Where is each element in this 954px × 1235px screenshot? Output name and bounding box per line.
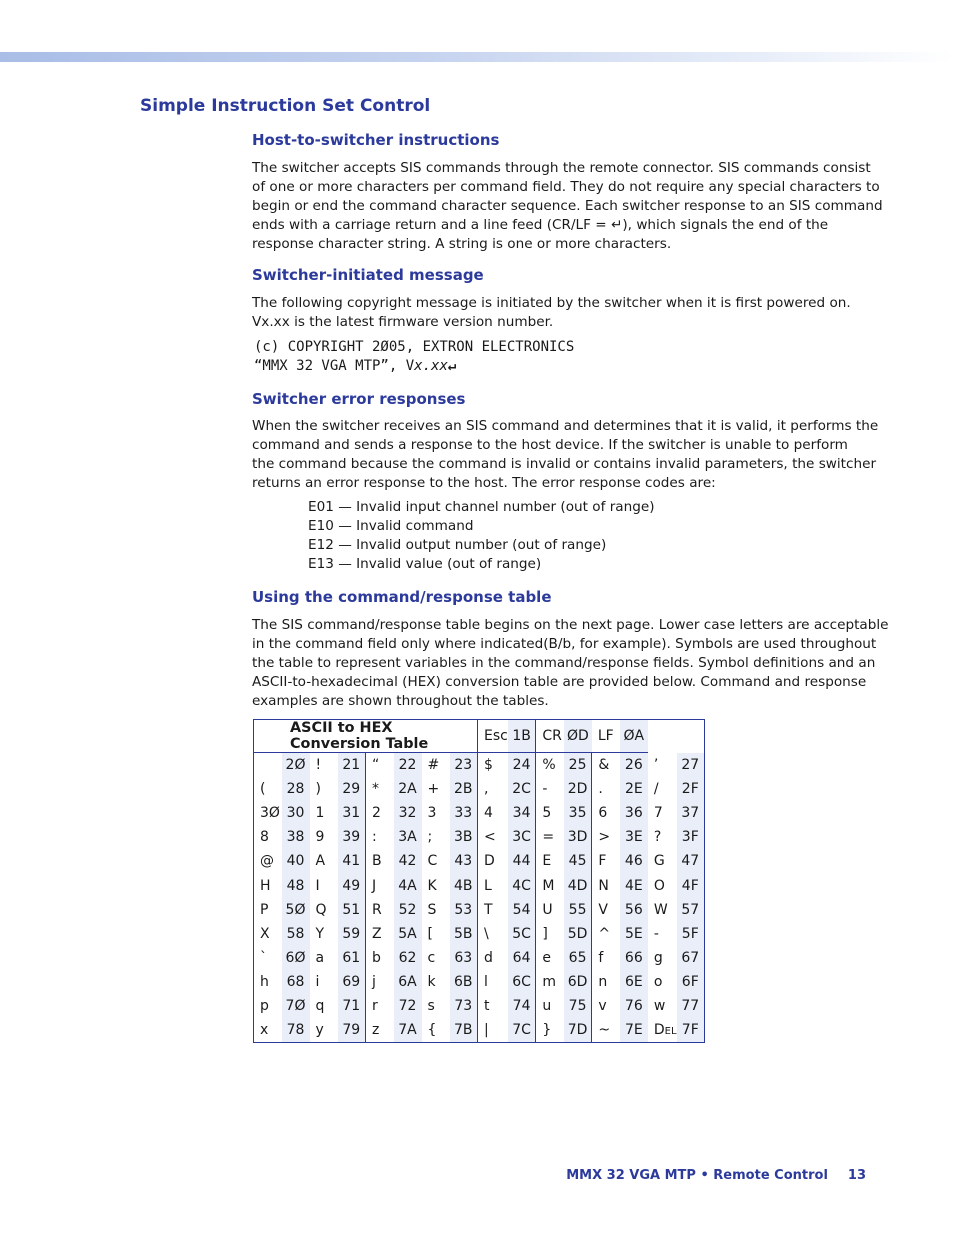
table-cell-hex: 7E bbox=[620, 1019, 648, 1043]
table-cell-char: , bbox=[484, 780, 489, 797]
table-cell-hex: 72 bbox=[394, 994, 422, 1018]
paragraph-host-to-switcher bbox=[252, 159, 883, 254]
paragraph-error-responses bbox=[252, 417, 879, 493]
table-cell-hex: 5B bbox=[450, 922, 478, 946]
copyright-message-code bbox=[254, 338, 574, 376]
section-heading-host-to-switcher: Host-to-switcher instructions bbox=[252, 131, 500, 149]
table-cell-char: D bbox=[484, 853, 495, 870]
table-cell-char: ~ bbox=[598, 1022, 611, 1039]
table-cell-hex: 4A bbox=[394, 873, 422, 897]
table-cell-hex: 74 bbox=[508, 994, 536, 1018]
table-row bbox=[254, 994, 705, 1018]
table-cell-hex: 4C bbox=[508, 873, 536, 897]
table-cell-hex: 2C bbox=[508, 777, 536, 801]
table-cell-char: 5 bbox=[542, 804, 552, 821]
table-cell-char: Y bbox=[315, 925, 325, 942]
table-cell-hex: 79 bbox=[338, 1019, 366, 1043]
table-cell-hex: 2E bbox=[620, 777, 648, 801]
table-cell-hex: 31 bbox=[338, 801, 366, 825]
table-cell-char: Q bbox=[315, 901, 327, 918]
table-cell-hex: 4D bbox=[564, 873, 592, 897]
table-cell-hex: 38 bbox=[282, 825, 310, 849]
table-cell-char: H bbox=[260, 877, 271, 894]
paragraph-line: of one or more characters per command field. They do not require any special characters to bbox=[252, 178, 880, 195]
paragraph-line: ends with a carriage return and a line feed (CR/LF = ↵), which signals the end of the bbox=[252, 216, 829, 233]
table-cell-char: ` bbox=[260, 950, 267, 967]
table-cell-char: . bbox=[598, 780, 603, 797]
table-cell-char: } bbox=[542, 1022, 552, 1039]
page-title: Simple Instruction Set Control bbox=[140, 96, 431, 116]
table-cell-char: g bbox=[653, 950, 663, 967]
table-cell-char: 1 bbox=[315, 804, 325, 821]
table-cell-hex: 28 bbox=[282, 777, 310, 801]
paragraph-line: ASCII-to-hexadecimal (HEX) conversion table are provided below. Command and response bbox=[252, 673, 867, 690]
table-row bbox=[254, 873, 705, 897]
table-cell-hex: 33 bbox=[450, 801, 478, 825]
table-cell-hex: 3E bbox=[620, 825, 648, 849]
table-cell-char: ; bbox=[427, 829, 433, 846]
table-cell-hex: 6A bbox=[394, 970, 422, 994]
paragraph-line: The switcher accepts SIS commands through the remote connector. SIS commands consist bbox=[252, 160, 871, 176]
table-cell-hex: 63 bbox=[450, 946, 478, 970]
page-number: 13 bbox=[847, 1168, 866, 1183]
table-cell-char: 4 bbox=[484, 804, 493, 821]
footer-title: MMX 32 VGA MTP • Remote Control bbox=[566, 1168, 828, 1183]
table-cell-hex: 76 bbox=[620, 994, 648, 1018]
table-cell-char: \ bbox=[484, 925, 489, 942]
table-cell-char: & bbox=[598, 756, 610, 773]
table-cell-hex: 1B bbox=[508, 720, 536, 753]
error-code-item: E10 — Invalid command bbox=[308, 517, 474, 534]
table-cell-char: n bbox=[598, 974, 608, 991]
table-cell-char: h bbox=[260, 974, 269, 991]
table-cell-hex: 3B bbox=[450, 825, 478, 849]
table-row bbox=[254, 898, 705, 922]
table-cell-char: c bbox=[427, 950, 436, 967]
table-cell-char: ^ bbox=[598, 925, 611, 942]
table-cell-hex: 2B bbox=[450, 777, 478, 801]
table-cell-hex: 40 bbox=[282, 849, 310, 873]
table-cell-char: V bbox=[598, 901, 608, 918]
table-cell-hex: 56 bbox=[620, 898, 648, 922]
table-cell-char: - bbox=[542, 780, 548, 797]
table-cell-hex: 7Ø bbox=[282, 994, 310, 1018]
table-cell-char: u bbox=[542, 998, 552, 1015]
paragraph-line: returns an error response to the host. The error response codes are: bbox=[252, 474, 716, 491]
table-cell-hex: 43 bbox=[450, 849, 478, 873]
table-cell-char: ) bbox=[315, 780, 321, 797]
table-cell-char: / bbox=[653, 780, 659, 797]
table-cell-hex: ØA bbox=[620, 720, 648, 753]
error-code-item: E01 — Invalid input channel number (out of range) bbox=[308, 499, 655, 515]
table-row bbox=[254, 922, 705, 946]
code-line-model bbox=[254, 357, 574, 376]
table-cell-hex: 41 bbox=[338, 849, 366, 873]
table-cell-hex: 55 bbox=[564, 898, 592, 922]
table-cell-char: B bbox=[372, 853, 382, 870]
table-cell-hex: 49 bbox=[338, 873, 366, 897]
table-cell-hex: ØD bbox=[564, 720, 592, 753]
table-cell-hex: 5C bbox=[508, 922, 536, 946]
table-row bbox=[254, 777, 705, 801]
table-cell-char: < bbox=[484, 829, 496, 846]
table-cell-char: { bbox=[427, 1022, 437, 1039]
table-cell-hex: 23 bbox=[450, 753, 478, 777]
table-cell-hex: 4F bbox=[677, 873, 705, 897]
table-cell-char: x bbox=[260, 1022, 269, 1039]
table-cell-char: E bbox=[542, 853, 552, 870]
page-footer bbox=[566, 1168, 866, 1183]
table-cell-hex: 54 bbox=[508, 898, 536, 922]
table-cell-char: ( bbox=[260, 780, 266, 797]
table-title: ASCII to HEX Conversion Table bbox=[254, 720, 478, 753]
table-cell-char: P bbox=[260, 901, 269, 918]
header-gradient-bar bbox=[0, 52, 954, 62]
table-cell-hex: 77 bbox=[677, 994, 705, 1018]
table-cell-char: f bbox=[598, 950, 604, 967]
table-cell-char: J bbox=[372, 877, 377, 894]
table-cell-hex: 42 bbox=[394, 849, 422, 873]
paragraph-line: the table to represent variables in the command/response fields. Symbol definitions and an bbox=[252, 654, 876, 671]
table-cell-hex: 2F bbox=[677, 777, 705, 801]
section-heading-switcher-initiated: Switcher-initiated message bbox=[252, 266, 484, 284]
table-row bbox=[254, 825, 705, 849]
table-cell-char: : bbox=[372, 829, 377, 846]
paragraph-line: begin or end the command character sequence. Each switcher response to an SIS command bbox=[252, 197, 883, 214]
table-cell-char: a bbox=[315, 950, 325, 967]
table-cell-char bbox=[254, 753, 282, 777]
table-cell-hex: 3C bbox=[508, 825, 536, 849]
table-cell-hex: 3D bbox=[564, 825, 592, 849]
table-cell-char: t bbox=[484, 998, 490, 1015]
table-cell-hex: 35 bbox=[564, 801, 592, 825]
table-cell-hex: 57 bbox=[677, 898, 705, 922]
table-cell-char: 3Ø bbox=[260, 804, 280, 821]
table-cell-hex: 52 bbox=[394, 898, 422, 922]
table-cell-char: = bbox=[542, 829, 555, 846]
table-cell-hex: 6F bbox=[677, 970, 705, 994]
table-cell-hex: 30 bbox=[282, 801, 310, 825]
paragraph-line: command and sends a response to the host device. If the switcher is unable to perform bbox=[252, 436, 848, 453]
table-cell-hex: 59 bbox=[338, 922, 366, 946]
table-cell-hex: 45 bbox=[564, 849, 592, 873]
table-cell-char: ] bbox=[542, 925, 548, 942]
table-cell-char: ! bbox=[315, 756, 322, 773]
table-row bbox=[254, 753, 705, 777]
table-cell-char: T bbox=[484, 901, 493, 918]
table-cell-hex: 51 bbox=[338, 898, 366, 922]
table-cell-char: DEL bbox=[653, 1022, 677, 1039]
table-cell-char: y bbox=[315, 1022, 324, 1039]
table-cell-char: r bbox=[372, 998, 378, 1015]
table-cell-char: [ bbox=[427, 925, 433, 942]
table-cell-hex: 5F bbox=[677, 922, 705, 946]
table-cell-char: X bbox=[260, 925, 270, 942]
table-cell-char: 2 bbox=[372, 804, 381, 821]
table-cell-hex: 6E bbox=[620, 970, 648, 994]
table-row bbox=[254, 1019, 705, 1043]
table-cell-hex: 6Ø bbox=[282, 946, 310, 970]
table-row bbox=[254, 970, 705, 994]
table-cell-hex: 26 bbox=[620, 753, 648, 777]
paragraph-line: The following copyright message is initiated by the switcher when it is first powered on. bbox=[252, 295, 851, 311]
table-cell-hex: 25 bbox=[564, 753, 592, 777]
section-heading-command-response-table: Using the command/response table bbox=[252, 588, 552, 606]
table-cell-hex: 6D bbox=[564, 970, 592, 994]
error-code-list bbox=[308, 498, 655, 574]
table-cell-char: - bbox=[653, 925, 659, 942]
table-cell-hex: 47 bbox=[677, 849, 705, 873]
table-cell-hex: 5E bbox=[620, 922, 648, 946]
table-cell-char: w bbox=[653, 998, 666, 1015]
table-cell-char: 3 bbox=[427, 804, 437, 821]
table-cell-hex: 48 bbox=[282, 873, 310, 897]
table-cell-char: i bbox=[315, 974, 320, 991]
table-cell-hex: 61 bbox=[338, 946, 366, 970]
table-header-row bbox=[254, 720, 705, 753]
table-cell-hex: 44 bbox=[508, 849, 536, 873]
code-line-copyright: (c) COPYRIGHT 2Ø05, EXTRON ELECTRONICS bbox=[254, 339, 575, 355]
table-cell-char: % bbox=[542, 756, 556, 773]
table-cell-char: $ bbox=[484, 756, 493, 773]
return-arrow-icon: ↵ bbox=[447, 358, 457, 374]
table-cell-char: W bbox=[653, 901, 668, 918]
table-cell-char: o bbox=[653, 974, 663, 991]
table-cell-char: k bbox=[427, 974, 436, 991]
table-cell-hex: 3F bbox=[677, 825, 705, 849]
table-cell-char: s bbox=[427, 998, 435, 1015]
table-cell-hex: 36 bbox=[620, 801, 648, 825]
table-cell-char: A bbox=[315, 853, 326, 870]
table-cell-hex: 62 bbox=[394, 946, 422, 970]
table-cell-char: ? bbox=[653, 829, 662, 846]
paragraph-switcher-initiated bbox=[252, 294, 872, 332]
ascii-hex-conversion-table bbox=[253, 719, 705, 1043]
table-cell-hex: 24 bbox=[508, 753, 536, 777]
table-cell-hex: 29 bbox=[338, 777, 366, 801]
code-model-prefix: “MMX 32 VGA MTP”, V bbox=[254, 358, 415, 374]
table-row bbox=[254, 849, 705, 873]
table-cell-char: U bbox=[542, 901, 553, 918]
section-heading-error-responses: Switcher error responses bbox=[252, 390, 466, 408]
table-cell-hex: 7F bbox=[677, 1019, 705, 1043]
table-cell-hex: 75 bbox=[564, 994, 592, 1018]
table-cell-char: Esc bbox=[478, 720, 508, 753]
table-cell-char: M bbox=[542, 877, 555, 894]
table-cell-hex: 5Ø bbox=[282, 898, 310, 922]
table-cell-char: F bbox=[598, 853, 607, 870]
table-cell-char: R bbox=[372, 901, 382, 918]
table-cell-hex: 4B bbox=[450, 873, 478, 897]
table-cell-char: 7 bbox=[653, 804, 663, 821]
table-cell-hex: 21 bbox=[338, 753, 366, 777]
table-cell-hex: 53 bbox=[450, 898, 478, 922]
table-cell-char: l bbox=[484, 974, 488, 991]
table-cell-hex: 32 bbox=[394, 801, 422, 825]
table-cell-hex: 6B bbox=[450, 970, 478, 994]
table-cell-char: K bbox=[427, 877, 437, 894]
table-cell-hex: 6C bbox=[508, 970, 536, 994]
paragraph-line: examples are shown throughout the tables. bbox=[252, 692, 549, 709]
paragraph-line: the command because the command is invalid or contains invalid parameters, the switcher bbox=[252, 455, 877, 472]
table-cell-hex: 7D bbox=[564, 1019, 592, 1043]
paragraph-line: in the command field only where indicated(B/b, for example). Symbols are used throughout bbox=[252, 635, 877, 652]
table-cell-char: 6 bbox=[598, 804, 608, 821]
table-cell-hex: 58 bbox=[282, 922, 310, 946]
table-cell-char: # bbox=[427, 756, 440, 773]
table-cell-char: 8 bbox=[260, 829, 269, 846]
table-cell-hex: 68 bbox=[282, 970, 310, 994]
table-cell-hex: 65 bbox=[564, 946, 592, 970]
error-code-item: E12 — Invalid output number (out of range) bbox=[308, 536, 607, 553]
table-cell-char: “ bbox=[372, 756, 380, 773]
table-cell-char: @ bbox=[260, 853, 274, 870]
table-cell-char: ’ bbox=[653, 756, 659, 773]
table-cell-char: N bbox=[598, 877, 609, 894]
table-cell-hex: 66 bbox=[620, 946, 648, 970]
table-cell-hex: 2Ø bbox=[282, 753, 310, 777]
table-cell-char: Z bbox=[372, 925, 382, 942]
table-cell-hex: 78 bbox=[282, 1019, 310, 1043]
table-cell-char: I bbox=[315, 877, 320, 894]
table-cell-hex: 5A bbox=[394, 922, 422, 946]
table-cell-hex: 22 bbox=[394, 753, 422, 777]
table-cell-char: > bbox=[598, 829, 611, 846]
table-cell-hex: 7C bbox=[508, 1019, 536, 1043]
table-cell-char: d bbox=[484, 950, 493, 967]
table-cell-hex: 2A bbox=[394, 777, 422, 801]
table-cell-hex: 4E bbox=[620, 873, 648, 897]
table-cell-char: + bbox=[427, 780, 440, 797]
table-cell-char: L bbox=[484, 877, 492, 894]
table-cell-hex: 71 bbox=[338, 994, 366, 1018]
table-cell-hex: 5D bbox=[564, 922, 592, 946]
table-cell-hex: 27 bbox=[677, 753, 705, 777]
table-cell-hex: 64 bbox=[508, 946, 536, 970]
paragraph-line: When the switcher receives an SIS command and determines that it is valid, it performs the bbox=[252, 418, 879, 434]
table-cell-hex: 37 bbox=[677, 801, 705, 825]
table-cell-char: 9 bbox=[315, 829, 325, 846]
table-cell-char: j bbox=[372, 974, 376, 991]
table-cell-hex: 46 bbox=[620, 849, 648, 873]
table-cell-char: * bbox=[372, 780, 379, 797]
table-cell-char: LF bbox=[592, 720, 620, 753]
table-cell-hex: 2D bbox=[564, 777, 592, 801]
table-cell-char: e bbox=[542, 950, 551, 967]
table-cell-char: G bbox=[653, 853, 665, 870]
table-cell-hex: 69 bbox=[338, 970, 366, 994]
table-cell-char: CR bbox=[536, 720, 564, 753]
table-cell-hex: 34 bbox=[508, 801, 536, 825]
table-cell-char: b bbox=[372, 950, 381, 967]
code-version-variable: x.xx bbox=[414, 358, 448, 374]
table-cell-hex: 67 bbox=[677, 946, 705, 970]
table-cell-char: v bbox=[598, 998, 607, 1015]
table-row bbox=[254, 946, 705, 970]
table-cell-char: S bbox=[427, 901, 437, 918]
table-cell-char: m bbox=[542, 974, 556, 991]
table-cell-char: | bbox=[484, 1022, 489, 1039]
paragraph-line: Vx.xx is the latest firmware version number. bbox=[252, 313, 554, 330]
table-cell-char: p bbox=[260, 998, 269, 1015]
paragraph-command-response-table bbox=[252, 616, 889, 711]
table-cell-hex: 39 bbox=[338, 825, 366, 849]
table-cell-hex: 7A bbox=[394, 1019, 422, 1043]
table-cell-char: z bbox=[372, 1022, 380, 1039]
paragraph-line: The SIS command/response table begins on the next page. Lower case letters are acceptable bbox=[252, 617, 889, 633]
table-cell-char: C bbox=[427, 853, 438, 870]
table-row bbox=[254, 801, 705, 825]
error-code-item: E13 — Invalid value (out of range) bbox=[308, 555, 542, 572]
table-cell-char: O bbox=[653, 877, 665, 894]
table-cell-hex: 3A bbox=[394, 825, 422, 849]
table-cell-hex: 73 bbox=[450, 994, 478, 1018]
table-cell-hex: 7B bbox=[450, 1019, 478, 1043]
paragraph-line: response character string. A string is one or more characters. bbox=[252, 235, 672, 252]
table-cell-char: q bbox=[315, 998, 325, 1015]
